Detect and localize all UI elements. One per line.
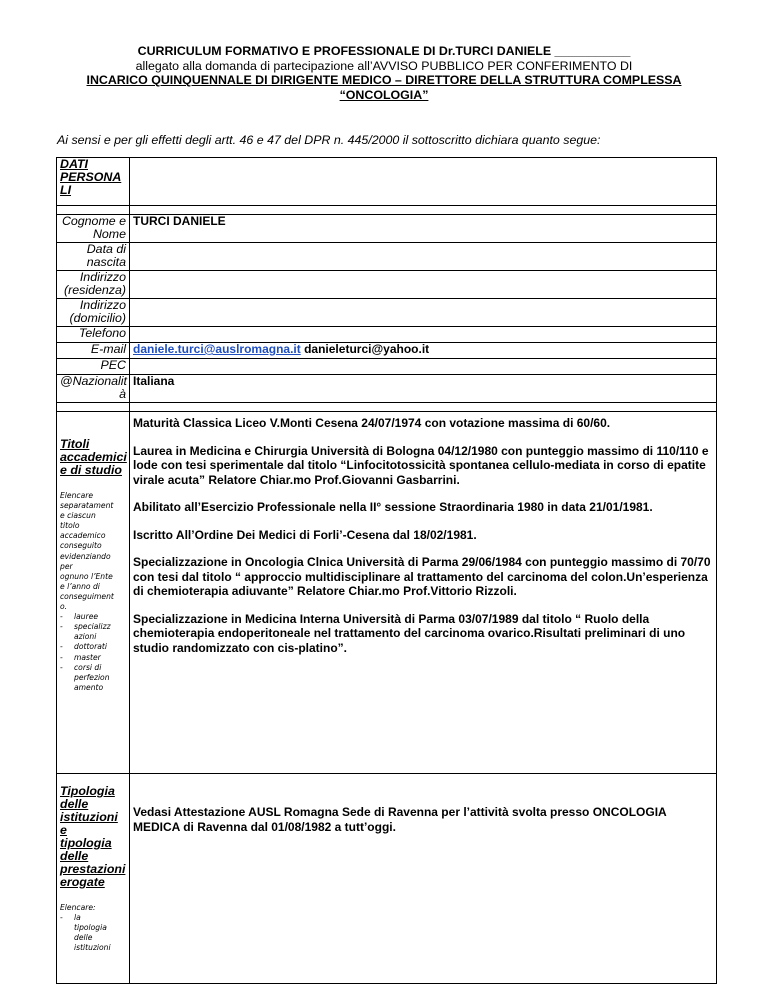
academic-titles-instructions <box>60 491 126 693</box>
academic-entry: Maturità Classica Liceo V.Monti Cesena 24/07/1974 con votazione massima di 60/60. <box>133 416 611 430</box>
document-header <box>40 44 728 102</box>
institutions-list <box>60 913 126 953</box>
field-label-cell <box>57 343 130 359</box>
institutions-content-cell <box>130 774 717 984</box>
title-line: prestazioni <box>60 862 126 876</box>
instruction-line: e ciascun <box>60 511 96 521</box>
title-line: Tipologia <box>60 784 115 798</box>
field-value-name: TURCI DANIELE <box>133 214 226 228</box>
instruction-line: e l’anno di <box>60 581 100 591</box>
academic-entry: Abilitato all’Esercizio Professionale nella II° sessione Straordinaria 1980 in data 21/01/1981. <box>133 500 653 514</box>
instruction-line: conseguito <box>60 541 102 551</box>
label-line: (domicilio) <box>69 311 126 326</box>
academic-titles-row <box>57 412 717 774</box>
field-label-phone: Telefono <box>78 326 126 340</box>
academic-titles-content-cell <box>130 412 717 774</box>
field-value-email <box>133 343 713 356</box>
cv-table <box>56 157 717 984</box>
instruction-line: per <box>60 561 73 571</box>
instruction-line: separatament <box>60 501 114 511</box>
label-line: Nome <box>92 227 126 242</box>
title-line: delle <box>60 797 89 811</box>
field-row-birth-date <box>57 243 717 271</box>
instruction-line: accademico <box>60 531 106 541</box>
header-line-1: CURRICULUM FORMATIVO E PROFESSIONALE DI Dr.TURCI DANIELE ___________ <box>137 44 631 58</box>
field-value-cell <box>130 375 717 403</box>
title-line: Titoli <box>60 437 90 451</box>
institutions-title <box>60 785 126 889</box>
label-line: Cognome e <box>61 214 126 228</box>
list-item-continuation: perfezion <box>74 672 110 682</box>
personal-section-title <box>60 158 126 197</box>
field-label-nationality <box>60 375 126 402</box>
field-row-nationality <box>57 375 717 403</box>
field-label-cell <box>57 299 130 327</box>
list-item-continuation: istituzioni <box>74 943 111 953</box>
institutions-entry: Vedasi Attestazione AUSL Romagna Sede di Ravenna per l’attività svolta presso ONCOLOGIA MEDICA di Ravenna dal 01/08/1982 a tutt’oggi. <box>133 805 667 834</box>
list-item-continuation: azioni <box>74 632 97 642</box>
institutions-label-cell <box>57 774 130 984</box>
title-line: e di studio <box>60 463 122 477</box>
instruction-line: Elencare <box>60 491 94 500</box>
list-item-continuation: delle <box>74 933 93 943</box>
field-label-name <box>60 215 126 242</box>
header-line-3: INCARICO QUINQUENNALE DI DIRIGENTE MEDICO – DIRETTORE DELLA STRUTTURA COMPLESSA <box>86 73 682 88</box>
spacer-row <box>57 403 717 412</box>
field-value-cell <box>130 359 717 375</box>
label-line: Indirizzo <box>79 270 126 284</box>
field-value-cell <box>130 327 717 343</box>
field-value-cell <box>130 299 717 327</box>
title-line: PERSONA <box>60 170 122 184</box>
personal-section-row <box>57 158 717 206</box>
field-value-nationality: Italiana <box>133 374 175 388</box>
instruction-line: Elencare: <box>60 903 96 912</box>
field-row-phone <box>57 327 717 343</box>
label-line: (residenza) <box>64 283 126 298</box>
academic-entry: Laurea in Medicina e Chirurgia Università di Bologna 04/12/1980 con punteggio massimo di 110/110 e lode con tesi sperimentale dal titolo “Linfocitotossicità spontanea cellulo-mediata in corso di epatite virale acuta” Relatore Chiar.mo Prof.Giovanni Gasbarrini. <box>133 443 709 487</box>
instruction-line: o. <box>60 602 68 612</box>
institutions-row <box>57 774 717 984</box>
instruction-line: titolo <box>60 521 80 531</box>
field-row-name <box>57 215 717 243</box>
list-item: - la <box>60 913 126 923</box>
title-line: tipologia <box>60 836 112 850</box>
list-item: - master <box>60 653 126 663</box>
field-label-cell <box>57 215 130 243</box>
field-row-domicile <box>57 299 717 327</box>
list-item: - lauree <box>60 612 126 622</box>
academic-entry: Iscritto All’Ordine Dei Medici di Forli’-Cesena dal 18/02/1981. <box>133 527 477 542</box>
field-row-residence <box>57 271 717 299</box>
field-label-pec: PEC <box>100 358 126 372</box>
list-item: - specializz <box>60 622 126 632</box>
title-line: e <box>60 823 67 837</box>
label-line: nascita <box>86 255 126 270</box>
title-line: erogate <box>60 875 105 889</box>
label-line: Indirizzo <box>79 298 126 312</box>
intro-text: Ai sensi e per gli effetti degli artt. 46 e 47 del DPR n. 445/2000 il sottoscritto dichiara quanto segue: <box>57 133 601 147</box>
title-line: accademici <box>60 450 127 464</box>
instruction-line: conseguiment <box>60 591 114 601</box>
academic-titles-list <box>60 612 126 693</box>
academic-titles-title <box>60 438 126 477</box>
field-label-cell <box>57 359 130 375</box>
field-label-cell <box>57 243 130 271</box>
title-line: istituzioni <box>60 810 118 824</box>
label-line: @Nazionalit <box>60 374 127 388</box>
empty-cell <box>57 403 130 412</box>
academic-entry: Specializzazione in Oncologia Clnica Università di Parma 29/06/1984 con punteggio massimo di 70/70 con tesi dal titolo “ approccio multidisciplinare al trattamento del carcinoma del colon.Un’esperienza di chemioterapia adiuvante” Relatore Chiar.mo Prof.Vittorio Rizzoli. <box>133 555 711 598</box>
title-line: LI <box>60 183 72 197</box>
label-line: à <box>119 387 126 402</box>
instruction-line: evidenziando <box>60 551 111 561</box>
list-item-continuation: tipologia <box>74 923 107 933</box>
instruction-line: ognuno l’Ente <box>60 571 113 581</box>
academic-entry: Specializzazione in Medicina Interna Università di Parma 03/07/1989 dal titolo “ Ruolo della chemioterapia endoperitoneale nel trattamento del carcinoma ovarico.Risultati preliminari di uno studio randomizzato con cis-platino”. <box>133 611 686 655</box>
list-item-continuation: amento <box>74 682 104 692</box>
field-value-cell <box>130 271 717 299</box>
list-item: - dottorati <box>60 642 126 652</box>
field-label-cell <box>57 327 130 343</box>
header-line-2: allegato alla domanda di partecipazione all’AVVISO PUBBLICO PER CONFERIMENTO DI <box>135 58 633 73</box>
field-value-cell <box>130 215 717 243</box>
field-label-cell <box>57 271 130 299</box>
field-label-birth-date <box>60 243 126 270</box>
field-row-pec <box>57 359 717 375</box>
academic-titles-label-cell <box>57 412 130 774</box>
field-value-cell <box>130 243 717 271</box>
email-alternate: danieleturci@yahoo.it <box>304 342 430 356</box>
field-label-cell <box>57 375 130 403</box>
field-value-cell <box>130 343 717 359</box>
label-line: Data di <box>86 242 126 256</box>
email-link[interactable]: daniele.turci@auslromagna.it <box>133 342 301 356</box>
field-row-email <box>57 343 717 359</box>
field-label-domicile <box>60 299 126 326</box>
title-line: delle <box>60 849 89 863</box>
field-label-residence <box>60 271 126 298</box>
title-line: DATI <box>60 157 88 171</box>
list-item: - corsi di <box>60 663 126 673</box>
field-label-email: E-mail <box>90 342 126 356</box>
empty-cell <box>130 158 717 206</box>
header-line-4: “ONCOLOGIA” <box>339 87 429 102</box>
institutions-instructions <box>60 903 126 953</box>
personal-section-title-cell <box>57 158 130 206</box>
empty-cell <box>130 403 717 412</box>
